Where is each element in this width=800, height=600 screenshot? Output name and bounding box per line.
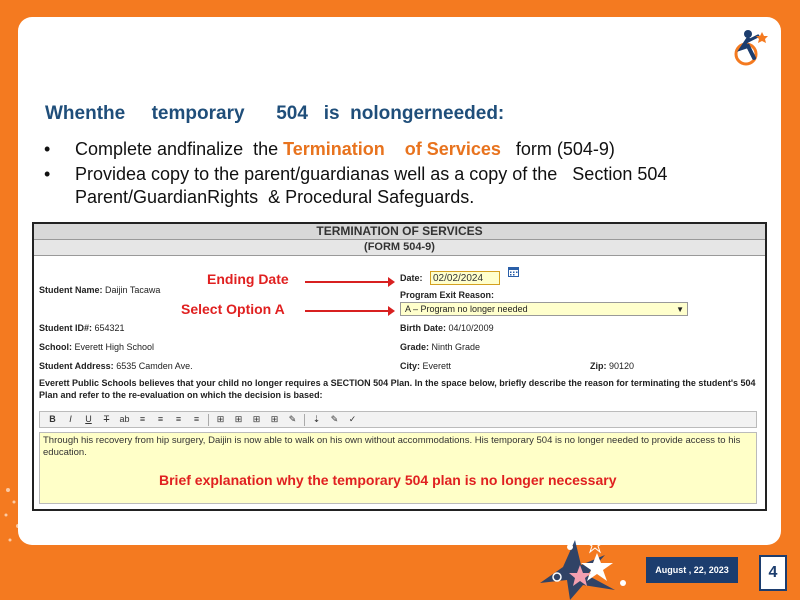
student-name-value: Daijin Tacawa — [105, 285, 161, 295]
editor-toolbar — [39, 411, 757, 428]
underline-button[interactable]: U — [85, 414, 92, 424]
strikethrough-button[interactable]: T — [103, 414, 110, 424]
page-number: 4 — [759, 555, 787, 591]
bullet-item: • Providea copy to the parent/guardianas well as a copy of the Section 504 Parent/GuardianRights & Procedural Safeguards. — [44, 164, 673, 207]
ending-date-arrow — [305, 281, 389, 283]
table-col-button[interactable]: ⊞ — [252, 414, 261, 424]
slide-heading: Whenthe temporary 504 is nolongerneeded: — [45, 103, 505, 124]
toolbar-divider — [208, 414, 209, 426]
footer-date: August , 22, 2023 — [646, 557, 738, 583]
school-logo-icon — [728, 24, 772, 68]
spellcheck-button[interactable]: ab — [119, 414, 130, 424]
table-cell-button[interactable]: ⊞ — [270, 414, 279, 424]
exit-reason-select[interactable]: A – Program no longer needed ▼ — [400, 302, 688, 316]
termination-form-screenshot — [32, 222, 767, 511]
chevron-down-icon: ▼ — [676, 305, 684, 314]
brief-explanation-annotation: Brief explanation why the temporary 504 plan is no longer necessary — [159, 472, 617, 488]
numbered-list-button[interactable]: ≡ — [193, 414, 200, 424]
form-subtitle: (FORM 504-9) — [34, 240, 765, 256]
select-option-annotation: Select Option A — [181, 301, 285, 317]
date-label: Date: — [400, 273, 423, 283]
school-row: School: Everett High School — [39, 342, 155, 352]
date-input[interactable]: 02/02/2024 — [430, 271, 500, 285]
table-row-button[interactable]: ⊞ — [234, 414, 243, 424]
edit-button[interactable]: ✎ — [330, 414, 339, 424]
clean-format-button[interactable]: ✎ — [288, 414, 297, 424]
address-row: Student Address: 6535 Camden Ave. — [39, 361, 193, 371]
check-spelling-button[interactable]: ✓ — [348, 414, 357, 424]
form-instructions: Everett Public Schools believes that your child no longer requires a SECTION 504 Plan. In the space below, briefly describe the reason for terminating the student's 504 Plan and refer to the re-evaluation on which the decision is based: — [39, 378, 756, 400]
list-button[interactable]: ≡ — [175, 414, 182, 424]
italic-button[interactable]: I — [69, 414, 72, 424]
align-left-button[interactable]: ≡ — [139, 414, 146, 424]
exit-reason-label: Program Exit Reason: — [400, 290, 495, 300]
grade-row: Grade: Ninth Grade — [400, 342, 481, 352]
form-title: TERMINATION OF SERVICES — [34, 224, 765, 240]
insert-button[interactable]: ⇣ — [312, 414, 321, 424]
student-name-row: Student Name: Daijin Tacawa — [39, 285, 161, 295]
ending-date-annotation: Ending Date — [207, 271, 289, 287]
birth-date-row: Birth Date: 04/10/2009 — [400, 323, 494, 333]
bold-button[interactable]: B — [49, 414, 56, 424]
toolbar-divider — [304, 414, 305, 426]
reason-editor[interactable]: Through his recovery from hip surgery, Daijin is now able to walk on his own without accommodations. His temporary 504 is no longer needed to provide access to his education. — [39, 432, 757, 504]
select-option-arrow — [305, 310, 389, 312]
termination-highlight: Termination of Services — [283, 139, 501, 159]
calendar-icon[interactable] — [508, 266, 519, 277]
bullet-list — [44, 138, 744, 211]
student-id-row: Student ID#: 654321 — [39, 323, 125, 333]
table-button[interactable]: ⊞ — [216, 414, 225, 424]
align-center-button[interactable]: ≡ — [157, 414, 164, 424]
city-row: City: Everett — [400, 361, 452, 371]
star-decoration — [535, 535, 655, 600]
zip-row: Zip: 90120 — [590, 361, 635, 371]
bullet-item: • Complete andfinalize the Termination of Services form (504-9) — [44, 139, 615, 159]
